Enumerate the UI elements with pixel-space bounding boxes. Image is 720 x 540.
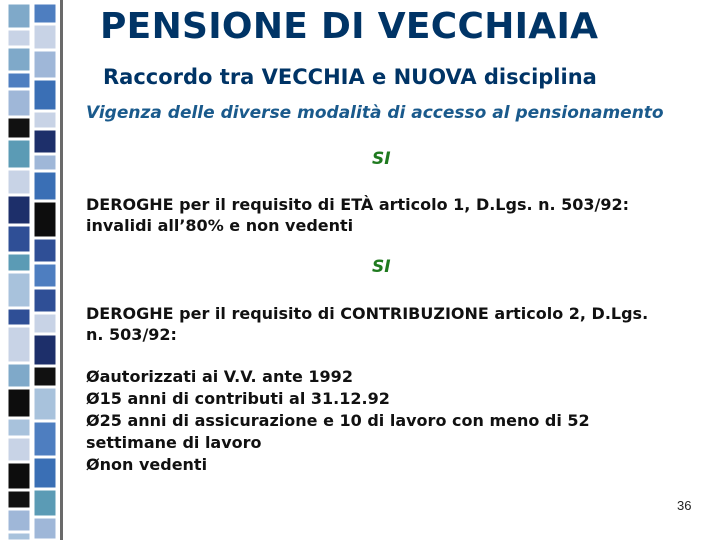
stripe-block [34,518,56,539]
stripe-block [34,335,56,365]
stripe-block [8,118,30,138]
stripe-block [8,438,30,461]
stripe-block [8,463,30,489]
stripe-block [8,140,30,168]
stripe-block [8,327,30,362]
stripe-block [8,254,30,271]
stripe-block [8,309,30,325]
stripe-block [8,419,30,436]
deroga-eta-paragraph [86,194,629,236]
stripe-block [34,367,56,386]
stripe-block [8,170,30,194]
stripe-block [34,422,56,456]
slide-subtitle: Raccordo tra VECCHIA e NUOVA disciplina [103,65,597,89]
stripe-block [8,30,30,46]
stripe-block [34,130,56,153]
stripe-block [34,458,56,488]
stripe-block [34,25,56,49]
stripe-block [8,4,30,28]
stripe-block [8,226,30,252]
stripe-block [8,48,30,71]
stripe-edge [60,0,63,540]
stripe-block [34,172,56,200]
deroga-eta-line-1: DEROGHE per il requisito di ETÀ articolo 1, D.Lgs. n. 503/92: [86,195,630,214]
deroga-eta-line-2: invalidi all’80% e non vedenti [86,216,354,235]
si-label-1: SI [372,149,391,169]
deroga-contribuzione-paragraph [86,303,648,345]
stripe-block [8,491,30,508]
arrow-bullet-icon: Ø [86,455,100,474]
stripe-block [8,90,30,116]
stripe-block [34,80,56,110]
stripe-block [34,112,56,128]
stripe-block [8,389,30,417]
stripe-block [34,314,56,333]
arrow-bullet-icon: Ø [86,389,100,408]
stripe-block [8,533,30,540]
stripe-block [8,73,30,88]
stripe-block [8,510,30,531]
stripe-block [34,239,56,262]
vigenza-heading: Vigenza delle diverse modalità di accesso al pensionamento [86,103,664,123]
list-item: Ø15 anni di contributi al 31.12.92 [86,389,390,408]
arrow-bullet-icon: Ø [86,367,100,386]
slide-title: PENSIONE DI VECCHIAIA [100,6,599,47]
stripe-block [8,273,30,307]
stripe-block [8,364,30,387]
bullet-list [86,366,590,476]
stripe-block [8,196,30,224]
list-item: Ø25 anni di assicurazione e 10 di lavoro con meno di 52 [86,411,590,430]
arrow-bullet-icon: Ø [86,411,100,430]
list-item: Ønon vedenti [86,455,208,474]
stripe-block [34,388,56,420]
stripe-block [34,490,56,516]
si-label-2: SI [372,257,391,277]
deroga-contribuzione-line-2: n. 503/92: [86,325,177,344]
decorative-stripe [0,0,80,540]
stripe-block [34,51,56,78]
stripe-block [34,289,56,312]
list-item-continuation: settimane di lavoro [86,433,262,452]
stripe-block [34,4,56,23]
stripe-block [34,202,56,237]
list-item: Øautorizzati ai V.V. ante 1992 [86,367,353,386]
page-number: 36 [677,498,692,513]
deroga-contribuzione-line-1: DEROGHE per il requisito di CONTRIBUZIONE articolo 2, D.Lgs. [86,304,649,323]
stripe-block [34,264,56,287]
stripe-block [34,155,56,170]
